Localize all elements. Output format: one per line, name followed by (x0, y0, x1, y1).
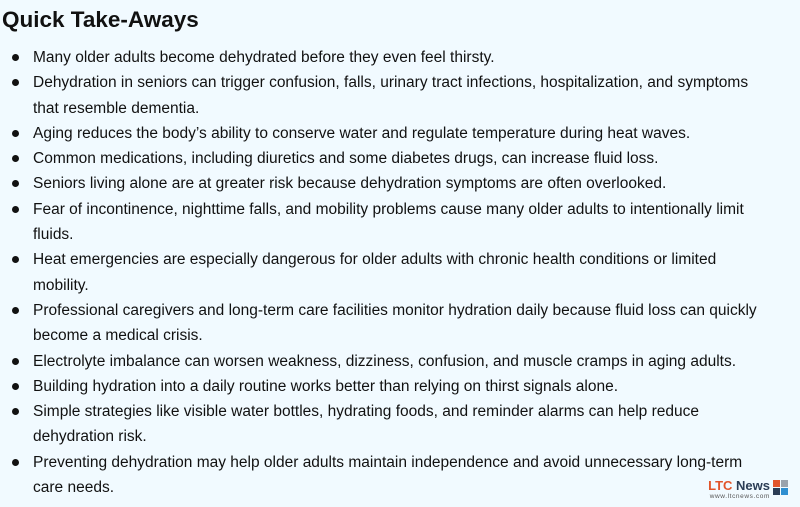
list-item: Electrolyte imbalance can worsen weakness, dizziness, confusion, and muscle cramps in aging adults. (0, 349, 770, 374)
logo-squares-icon (773, 480, 788, 495)
takeaway-list (0, 45, 770, 500)
list-item: Simple strategies like visible water bottles, hydrating foods, and reminder alarms can help reduce dehydration risk. (0, 399, 770, 450)
logo-square-blue (781, 488, 788, 495)
logo-square-navy (773, 488, 780, 495)
logo-square-grey (781, 480, 788, 487)
list-item: Aging reduces the body’s ability to conserve water and regulate temperature during heat waves. (0, 121, 770, 146)
logo-square-orange (773, 480, 780, 487)
list-item: Heat emergencies are especially dangerous for older adults with chronic health conditions or limited mobility. (0, 247, 770, 298)
page-title: Quick Take-Aways (2, 7, 199, 32)
ltc-news-logo (708, 479, 788, 501)
list-item: Common medications, including diuretics and some diabetes drugs, can increase fluid loss. (0, 146, 770, 171)
logo-url: www.ltcnews.com (709, 493, 770, 500)
logo-text (708, 479, 770, 501)
list-item: Many older adults become dehydrated before they even feel thirsty. (0, 45, 770, 70)
list-item: Building hydration into a daily routine works better than relying on thirst signals alone. (0, 374, 770, 399)
logo-news-text: News (736, 478, 770, 493)
list-item: Preventing dehydration may help older adults maintain independence and avoid unnecessary long-term care needs. (0, 450, 770, 501)
list-item: Professional caregivers and long-term care facilities monitor hydration daily because fluid loss can quickly become a medical crisis. (0, 298, 770, 349)
list-item: Fear of incontinence, nighttime falls, and mobility problems cause many older adults to intentionally limit fluids. (0, 197, 770, 248)
logo-ltc-text: LTC (708, 478, 733, 493)
list-item: Dehydration in seniors can trigger confusion, falls, urinary tract infections, hospitalization, and symptoms that resemble dementia. (0, 70, 770, 121)
list-item: Seniors living alone are at greater risk because dehydration symptoms are often overlooked. (0, 171, 770, 196)
logo-wordmark (708, 479, 770, 493)
